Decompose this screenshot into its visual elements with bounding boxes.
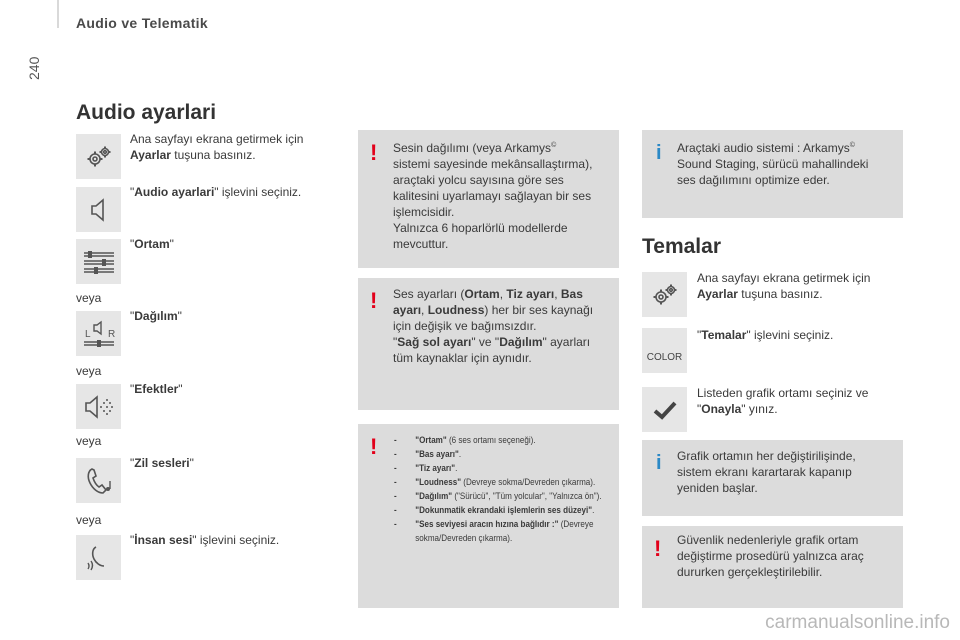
step-dagilim: "Dağılım": [130, 309, 182, 323]
warning-box-sound-settings: ! Ses ayarları (Ortam, Tiz ayarı, Bas ayarı, Loudness) her bir ses kaynağı için değişik ve bağımsızdır. "Sağ sol ayarı" ve "Dağılım" ayarları tüm kaynaklar için aynıdır.: [358, 278, 619, 410]
color-theme-icon: COLOR: [642, 328, 687, 373]
step-open-settings: Ana sayfayı ekrana getirmek için Ayarlar tuşuna basınız.: [130, 132, 304, 162]
header-divider: [57, 0, 59, 28]
warning-box-options-list: [358, 424, 619, 608]
step-audio-settings: "Audio ayarlari" işlevini seçiniz.: [130, 185, 302, 199]
balance-lr-icon: [76, 311, 121, 356]
list-item: - "Loudness" (Devreye sokma/Devreden çıkarma).: [394, 477, 596, 488]
themes-step-confirm: Listeden grafik ortamı seçiniz ve "Onayla" yınız.: [697, 386, 869, 416]
warning-icon: !: [654, 536, 662, 561]
list-item: - "Dokunmatik ekrandaki işlemlerin ses düzeyi".: [394, 505, 595, 516]
or-label: veya: [76, 364, 102, 378]
step-efektler: "Efektler": [130, 382, 183, 396]
themes-step-open-settings: Ana sayfayı ekrana getirmek için Ayarlar tuşuna basınız.: [697, 271, 871, 301]
settings-gears-icon: [76, 134, 121, 179]
equalizer-icon: [76, 239, 121, 284]
warning-box-arkamys: ! Sesin dağılımı (veya Arkamys© sistemi sayesinde mekânsallaştırma), araçtaki yolcu sayısına göre ses kalitesini uyarlamayı sağlayan bir ses işlemcisidir. Yalnızca 6 hoparlörlü modellerde mevcuttur.: [358, 130, 619, 268]
section-header: Audio ve Telematik: [76, 15, 208, 31]
page-number: 240: [26, 56, 42, 80]
list-item: - "Dağılım" ("Sürücü", "Tüm yolcular", "Yalnızca ön").: [394, 491, 602, 502]
info-box-theme-restart: i Grafik ortamın her değiştirilişinde, sistem ekranı karartarak kapanıp yeniden başlar.: [642, 440, 903, 516]
sound-effects-icon: [76, 384, 121, 429]
info-icon: i: [656, 142, 662, 164]
themes-title: Temalar: [642, 235, 721, 258]
options-list: [394, 434, 654, 546]
info-icon: i: [656, 452, 662, 474]
step-insan-sesi: "İnsan sesi" işlevini seçiniz.: [130, 533, 280, 547]
warning-icon: !: [370, 140, 378, 165]
svg-text:L: L: [84, 328, 91, 340]
list-item: - "Bas ayarı".: [394, 449, 462, 460]
settings-gears-icon: [642, 272, 687, 317]
themes-step-select: "Temalar" işlevini seçiniz.: [697, 328, 834, 342]
step-ortam: "Ortam": [130, 237, 174, 251]
checkmark-icon: [642, 387, 687, 432]
warning-box-safety: ! Güvenlik nedenleriyle grafik ortam değiştirme prosedürü yalnızca araç dururken gerçekleştirilebilir.: [642, 526, 903, 608]
or-label: veya: [76, 513, 102, 527]
list-item: - "Tiz ayarı".: [394, 463, 458, 474]
list-item: - "Ses seviyesi aracın hızına bağlıdır :" (Devreye sokma/Devreden çıkarma).: [394, 519, 594, 544]
or-label: veya: [76, 434, 102, 448]
warning-icon: !: [370, 434, 378, 459]
speaker-icon: [76, 187, 121, 232]
warning-icon: !: [370, 288, 378, 313]
or-label: veya: [76, 291, 102, 305]
voice-icon: [76, 535, 121, 580]
svg-text:R: R: [107, 328, 115, 340]
audio-settings-title: Audio ayarlari: [76, 101, 217, 124]
ringtone-phone-icon: [76, 458, 121, 503]
step-zil-sesleri: "Zil sesleri": [130, 456, 194, 470]
info-box-arkamys: i Araçtaki audio sistemi : Arkamys© Sound Staging, sürücü mahallindeki ses dağılımını optimize eder.: [642, 130, 903, 218]
watermark: carmanualsonline.info: [765, 612, 950, 633]
list-item: - "Ortam" (6 ses ortamı seçeneği).: [394, 435, 536, 446]
